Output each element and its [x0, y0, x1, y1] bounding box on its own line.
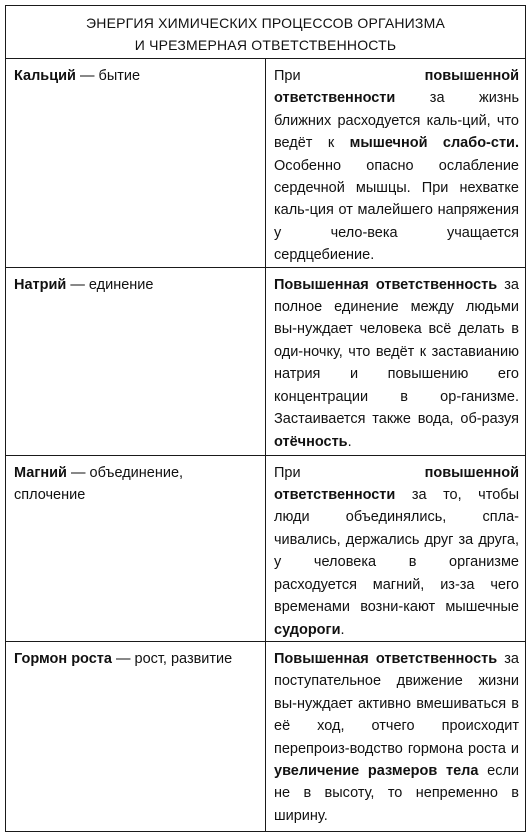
- table-title: [6, 6, 526, 59]
- description-text: за поступательное движение жизни вы-нуждает активно вмешиваться в её ход, отчего происходит перепроиз-водство гормона роста и: [274, 650, 519, 757]
- emphasized-text: увеличение размеров тела: [274, 762, 479, 779]
- term-cell: [6, 455, 266, 641]
- description-cell: [266, 267, 526, 455]
- description-cell: [266, 59, 526, 268]
- term-meaning: — объединение, сплочение: [14, 464, 184, 503]
- term-meaning: — единение: [70, 276, 154, 293]
- description-text: .: [347, 433, 352, 450]
- table-header-row: [6, 6, 526, 59]
- table-row: [6, 59, 526, 268]
- description-text: .: [340, 621, 345, 638]
- term-cell: [6, 267, 266, 455]
- document-table: [5, 5, 526, 832]
- description-cell: [266, 455, 526, 641]
- term-cell: [6, 59, 266, 268]
- emphasized-text: Повышенная ответственность: [274, 650, 498, 667]
- term-name: Магний: [14, 464, 67, 481]
- emphasized-text: мышечной слабо-сти.: [349, 135, 519, 152]
- emphasized-text: повышенной ответственности: [274, 464, 519, 504]
- emphasized-text: судороги: [274, 621, 341, 638]
- description-text: если не в высоту, то непременно в ширину.: [274, 762, 520, 824]
- table-row: [6, 641, 526, 831]
- description-text: за жизнь ближних расходуется каль-ций, что ведёт к: [274, 90, 519, 152]
- table-row: [6, 455, 526, 641]
- table-row: [6, 267, 526, 455]
- term-name: Кальций: [14, 68, 76, 84]
- description-text: Особенно опасно ослабление сердечной мышцы. При нехватке каль-ция от малейшего напряжения у чело-века учащается сердцебиение.: [274, 157, 519, 264]
- page: [5, 5, 526, 824]
- description-cell: [266, 641, 526, 831]
- description-text: за полное единение между людьми вы-нуждает человека всё делать в оди-ночку, что ведёт к заставианию натрия и повышению его концентрации в ор-ганизме. Застаивается также вода, об-разуя: [274, 276, 519, 428]
- description-text: При: [274, 464, 425, 481]
- emphasized-text: повышенной ответственности: [274, 68, 519, 107]
- emphasized-text: Повышенная ответственность: [274, 276, 498, 293]
- description-text: При: [274, 68, 425, 84]
- term-cell: [6, 641, 266, 831]
- title-line-2: И ЧРЕЗМЕРНАЯ ОТВЕТСТВЕННОСТЬ: [134, 37, 397, 53]
- term-name: Натрий: [14, 276, 67, 293]
- term-meaning: — бытие: [80, 68, 141, 84]
- term-meaning: — рост, развитие: [115, 650, 233, 667]
- title-line-1: ЭНЕРГИЯ ХИМИЧЕСКИХ ПРОЦЕССОВ ОРГАНИЗМА: [86, 15, 445, 31]
- term-name: Гормон роста: [14, 650, 112, 667]
- emphasized-text: отёчность: [274, 433, 348, 450]
- description-text: за то, чтобы люди объединялись, спла-чивались, держались друг за друга, у человека в организме расходуется магний, из-за чего временами возни-кают мышечные: [274, 487, 519, 616]
